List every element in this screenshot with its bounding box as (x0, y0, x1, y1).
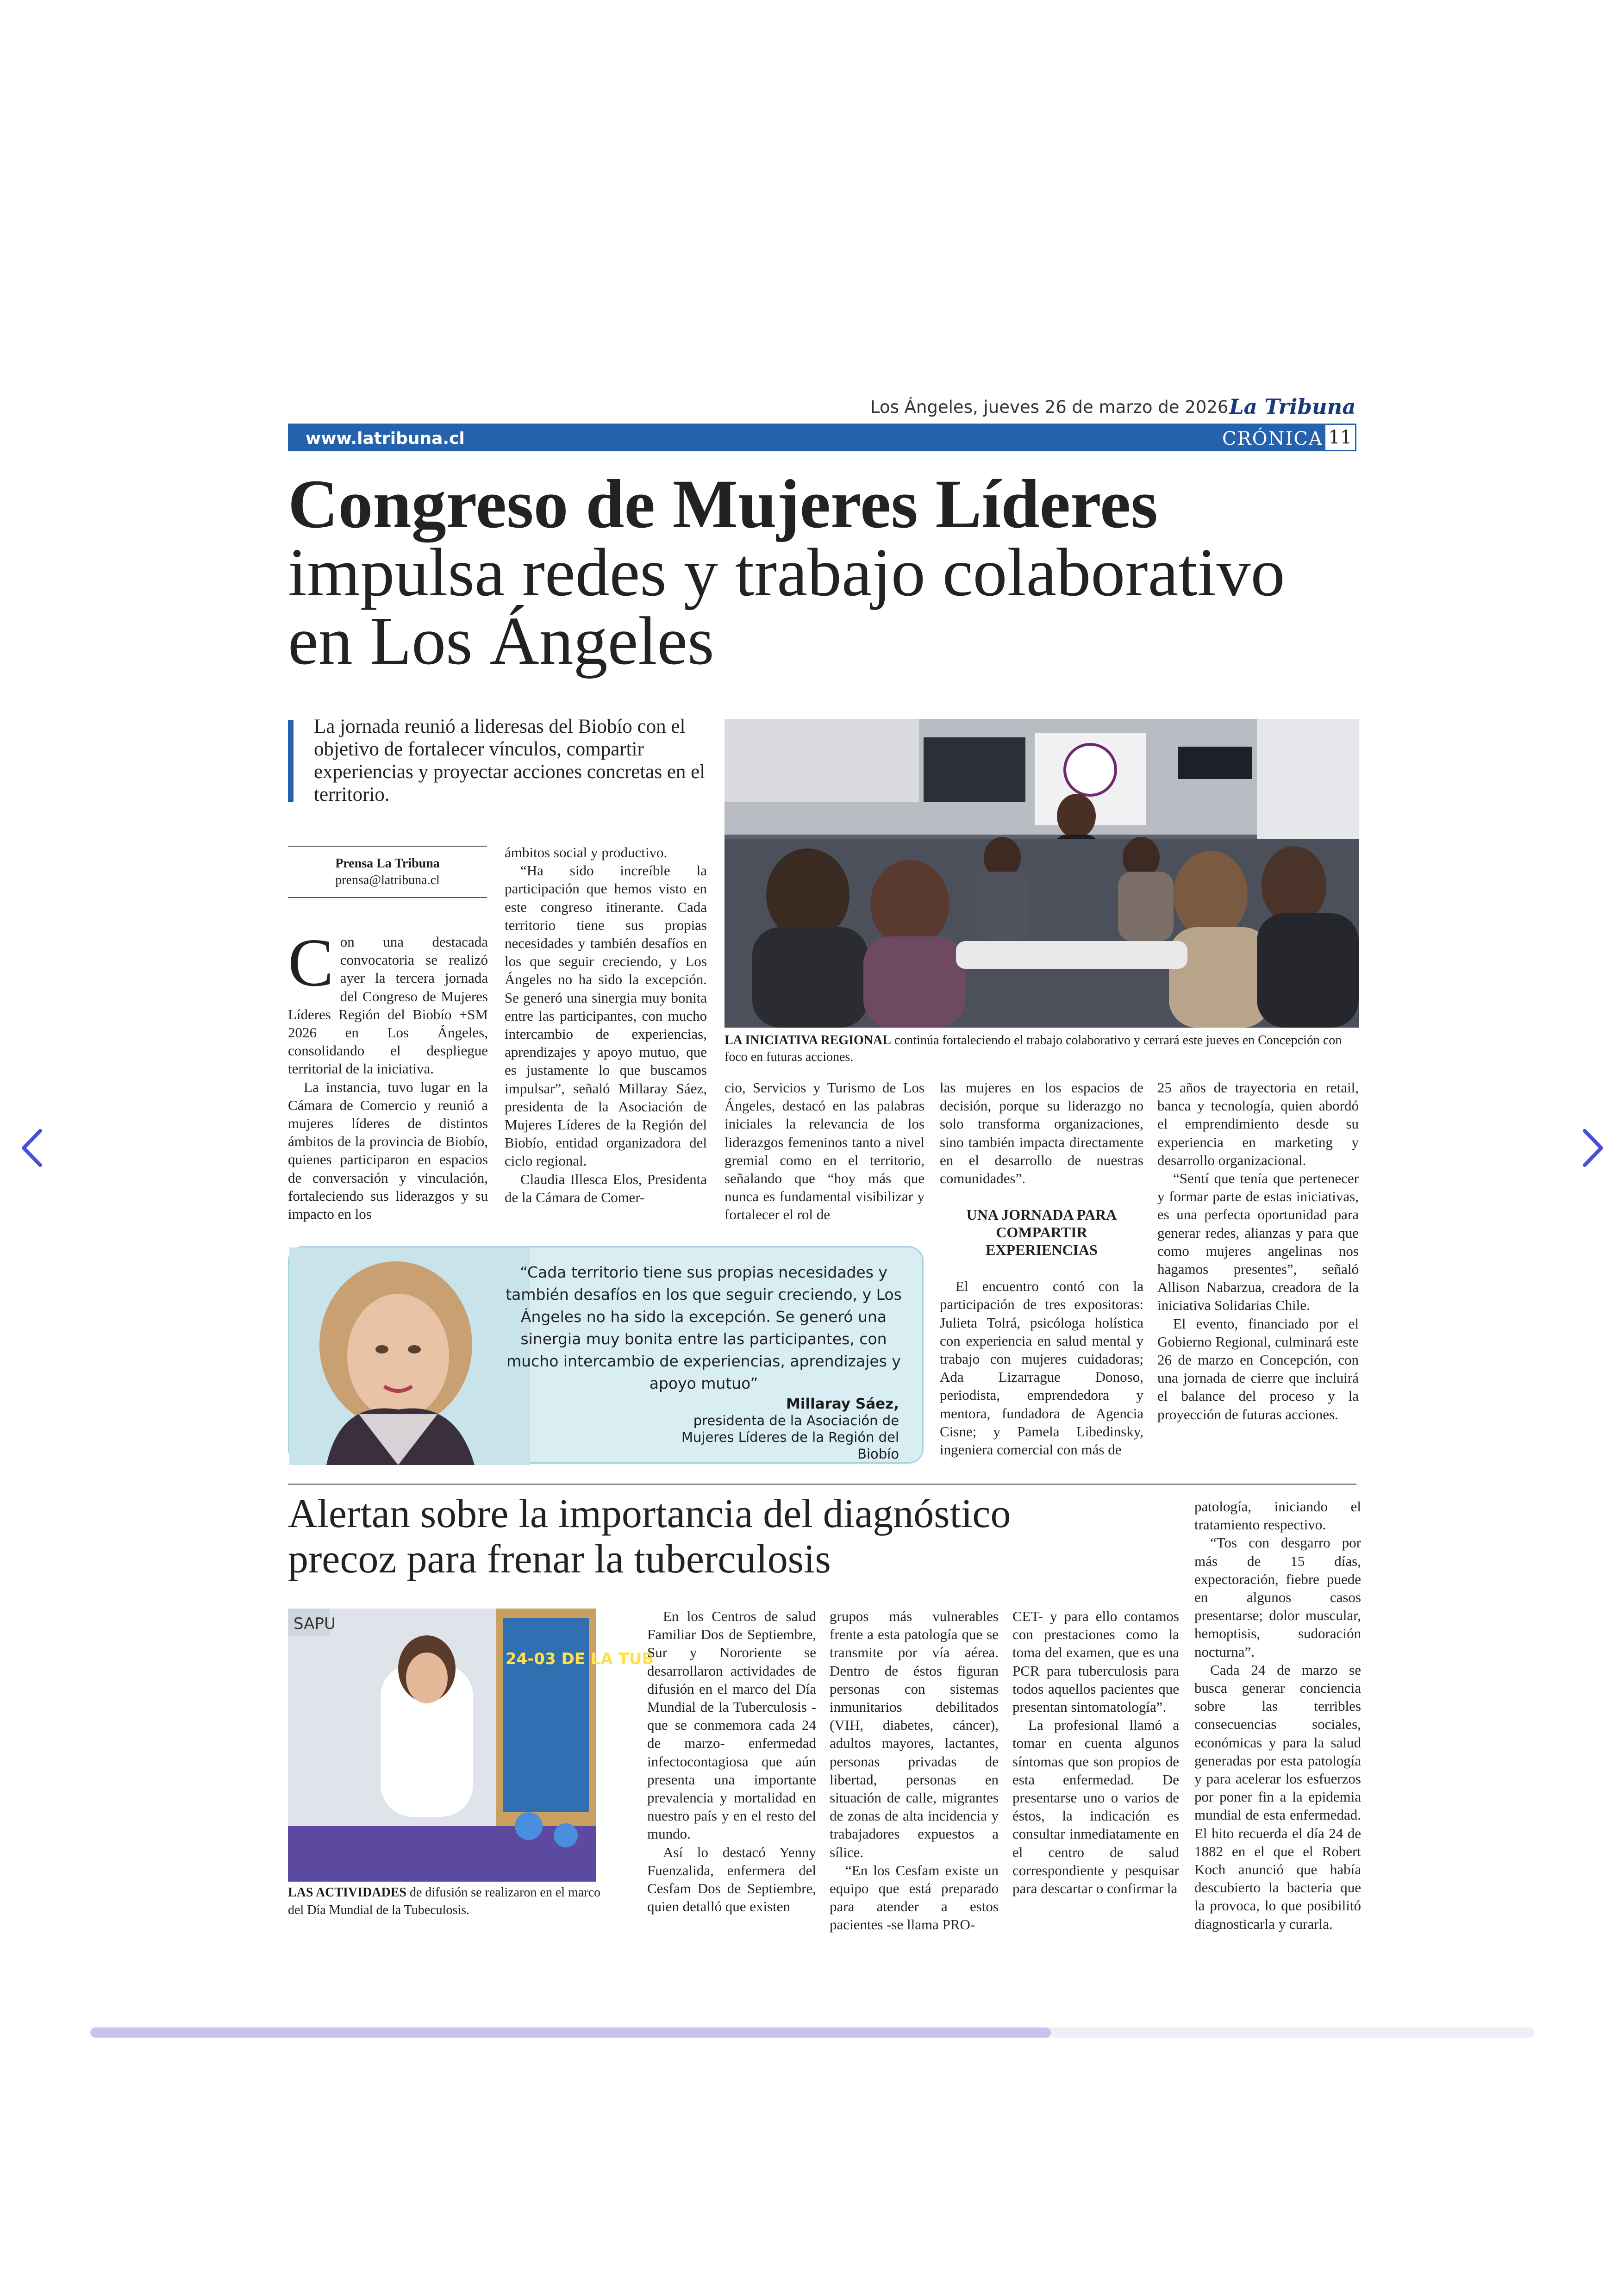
section-label: CRÓNICA (1222, 428, 1323, 449)
col5-paragraph-2: “Sentí que tenía que pertenecer y formar parte de estas iniciativas, es una perfecta oportunidad para generar redes, alianzas y para que como mujeres angelinas nos hagamos presentes”, señaló Allison Nabarzua, creadora de la iniciativa Solidarias Chile. (1157, 1170, 1359, 1314)
article2-column-3 (1012, 1607, 1179, 1897)
article1-column-1 (288, 925, 488, 1223)
lead-accent-bar (288, 720, 294, 802)
next-page-button[interactable] (1567, 1123, 1618, 1173)
col2-paragraph-1: ámbitos social y productivo. (505, 844, 668, 861)
article-headline (288, 466, 1353, 679)
headline-line-2: impulsa redes y trabajo colaborativo (288, 535, 1285, 611)
byline-email[interactable]: prensa@latribuna.cl (335, 873, 440, 887)
quote-role: presidenta de la Asociación de Mujeres Líderes de la Región del Biobío (681, 1413, 899, 1462)
col5-paragraph-1: 25 años de trayectoria en retail, banca y tecnología, quien abordó el emprendimiento desde su experiencia en marketing y desarrollo organizacional. (1157, 1079, 1359, 1168)
col4-paragraph-2: El encuentro contó con la participación de tres expositoras: Julieta Tolrá, psicóloga holística con experiencia en salud mental y trabajo con mujeres cuidadoras; Ada Lizarrague Donoso, periodista, emprendedora y mentora, fundadora de Agencia Cisne; y Pamela Libedinsky, ingeniera comercial con más de (940, 1278, 1143, 1458)
article2-headline-line-2: precoz para frenar la tuberculosis (288, 1537, 831, 1582)
article2-column-4 (1194, 1497, 1361, 1933)
photo-caption (725, 1032, 1359, 1066)
article-divider (288, 1484, 1356, 1485)
article-subhead: UNA JORNADA PARA COMPARTIR EXPERIENCIAS (966, 1206, 1117, 1259)
photo-sign-text: SAPU (294, 1615, 336, 1633)
poster-text: 24-03 DE LA TUB (506, 1650, 654, 1668)
a2-col4-paragraph-3: Cada 24 de marzo se busca generar conciencia sobre las terribles consecuencias sociales, económicas y para la salud generadas por esta patología y para acelerar los esfuerzos por poner fin a la epidemia mundial de esta enfermedad. El hito recuerda el día 24 de 1882 en el que el Robert Koch anunció que había descubierto la bacteria que la provoca, lo que posibilitó diagnosticarla y curarla. (1194, 1661, 1361, 1932)
pull-quote-text: “Cada territorio tiene sus propias necesidades y también desafíos en los que seguir creciendo, y Los Ángeles no ha sido la excepción. Se generó una sinergia muy bonita entre las participantes, con mucho intercambio de experiencias, aprendizajes y apoyo mutuo” (506, 1263, 902, 1392)
col2-paragraph-3: Claudia Illesca Elos, Presidenta de la Cámara de Comer- (505, 1171, 707, 1205)
a2-col3-paragraph-2: La profesional llamó a tomar en cuenta algunos síntomas que son propios de esta enfermedad. De presentarse uno o varios de éstos, la indicación es consultar inmediatamente en el centro de salud correspondiente y pesquisar para descartar o confirmar la (1012, 1717, 1179, 1897)
col4-paragraph-1: las mujeres en los espacios de decisión, porque su liderazgo no solo transforma organizaciones, sino también impacta directamente en el desarrollo de nuestras comunidades”. (940, 1079, 1143, 1187)
reading-progress-bar[interactable] (90, 2027, 1535, 2038)
reading-progress-fill (90, 2027, 1051, 2038)
previous-page-button[interactable] (7, 1123, 58, 1173)
article1-column-2 (505, 843, 707, 1206)
pull-quote-attribution (640, 1396, 899, 1462)
a2-col4-paragraph-1: patología, iniciando el tratamiento respectivo. (1194, 1498, 1361, 1533)
a2-col2-paragraph-2: “En los Cesfam existe un equipo que está preparado para atender a estos pacientes -se llama PRO- (830, 1862, 999, 1933)
article2-headline-line-1: Alertan sobre la importancia del diagnóstico (288, 1491, 1011, 1536)
col5-paragraph-3: El evento, financiado por el Gobierno Regional, culminará este 26 de marzo en Concepción, con una jornada de cierre que incluirá el balance del proceso y la proyección de futuras acciones. (1157, 1315, 1359, 1422)
tuberculosis-photo (288, 1609, 654, 1882)
issue-date: Los Ángeles, jueves 26 de marzo de 2026 (870, 397, 1229, 417)
site-url-link[interactable]: www.latribuna.cl (306, 429, 465, 448)
col1-paragraph-1: on una destacada convocatoria se realizó ayer la tercera jornada del Congreso de Mujeres Líderes Región del Biobío +SM 2026 en Los Ángeles, consolidando el despliegue territorial de la iniciativa. (288, 934, 488, 1077)
article-lead: La jornada reunió a lideresas del Biobío con el objetivo de fortalecer vínculos, compartir experiencias y proyectar acciones concretas en el territorio. (314, 716, 706, 805)
pull-quote-box (288, 1246, 924, 1464)
article2-headline (288, 1491, 1168, 1582)
article2-column-2 (830, 1607, 999, 1934)
quote-author: Millaray Sáez, (786, 1396, 899, 1412)
a2-col4-paragraph-2: “Tos con desgarro por más de 15 días, expectoración, fiebre puede en algunos casos presentarse; dolor muscular, hemoptisis, sudoración nocturna”. (1194, 1534, 1361, 1660)
col2-paragraph-2: “Ha sido increíble la participación que hemos visto en este congreso itinerante. Cada territorio tiene sus propias necesidades y también desafíos en los que seguir creciendo, y Los Ángeles no ha sido la excepción. Se generó una sinergia muy bonita entre las participantes, con mucho intercambio de experiencias, aprendizajes y apoyo mutuo, que es justamente lo que buscamos impulsar”, señaló Millaray Sáez, presidenta de la Asociación de Mujeres Líderes de la Región del Biobío, entidad organizadora del ciclo regional. (505, 862, 707, 1169)
col3-paragraph-1: cio, Servicios y Turismo de Los Ángeles, destacó en las palabras iniciales la relevancia de los liderazgos femeninos tanto a nivel gremial como en el territorio, señalando que “hoy más que nunca es fundamental visibilizar y fortalecer el rol de (725, 1079, 924, 1223)
byline-rule-bottom (288, 897, 487, 898)
a2-col1-paragraph-2: Así lo destacó Yenny Fuenzalida, enfermera del Cesfam Dos de Septiembre, quien detalló que existen (647, 1844, 816, 1915)
headline-line-1: Congreso de Mujeres Líderes (288, 466, 1158, 543)
article1-column-4 (940, 1079, 1143, 1459)
byline (288, 855, 487, 889)
caption-lead: LA INICIATIVA REGIONAL (725, 1033, 891, 1048)
article1-column-5 (1157, 1079, 1359, 1423)
speaker-portrait (289, 1247, 530, 1465)
page-number: 11 (1324, 424, 1356, 451)
headline-line-3: en Los Ángeles (288, 603, 714, 679)
byline-rule-top (288, 846, 487, 847)
article2-photo-caption (288, 1884, 603, 1919)
a2-col3-paragraph-1: CET- y para ello contamos con prestaciones como la toma del examen, que es una PCR para tuberculosis para todos aquellos pacientes que presentan sintomatología”. (1012, 1608, 1179, 1715)
chevron-right-icon (1576, 1127, 1609, 1169)
caption2-lead: LAS ACTIVIDADES (288, 1885, 406, 1900)
byline-name: Prensa La Tribuna (335, 856, 440, 871)
caption2-text: de difusión se realizaron en el marco del Día Mundial de la Tubeculosis. (288, 1885, 601, 1917)
col1-paragraph-2: La instancia, tuvo lugar en la Cámara de Comercio y reunió a mujeres líderes de distintos ámbitos de la provincia de Biobío, quienes participaron en espacios de conversación y vinculación, fortaleciendo sus liderazgos y su impacto en los (288, 1079, 488, 1222)
drop-cap: C (288, 925, 334, 1001)
chevron-left-icon (16, 1127, 49, 1169)
a2-col2-paragraph-1: grupos más vulnerables frente a esta patología que se transmite por vía aérea. Dentro de éstos figuran personas con sistemas inmunitarios debilitados (VIH, diabetes, cáncer), adultos mayores, lactantes, personas privadas de libertad, personas en situación de calle, migrantes de zonas de alta incidencia y trabajadores expuestos a sílice. (830, 1608, 999, 1860)
caption-text: continúa fortaleciendo el trabajo colaborativo y cerrará este jueves en Concepción con foco en futuras acciones. (725, 1033, 1342, 1064)
article1-column-3 (725, 1079, 924, 1224)
article2-column-1 (647, 1607, 816, 1915)
congress-photo (725, 719, 1359, 1028)
a2-col1-paragraph-1: En los Centros de salud Familiar Dos de Septiembre, Sur y Nororiente se desarrollaron actividades de difusión en el marco del Día Mundial de la Tuberculosis -que se conmemora cada 24 de marzo- enfermedad infectocontagiosa que aún presenta una importante prevalencia y mortalidad en nuestro país y en el resto del mundo. (647, 1608, 816, 1842)
newspaper-logo: La Tribuna (1229, 394, 1356, 419)
